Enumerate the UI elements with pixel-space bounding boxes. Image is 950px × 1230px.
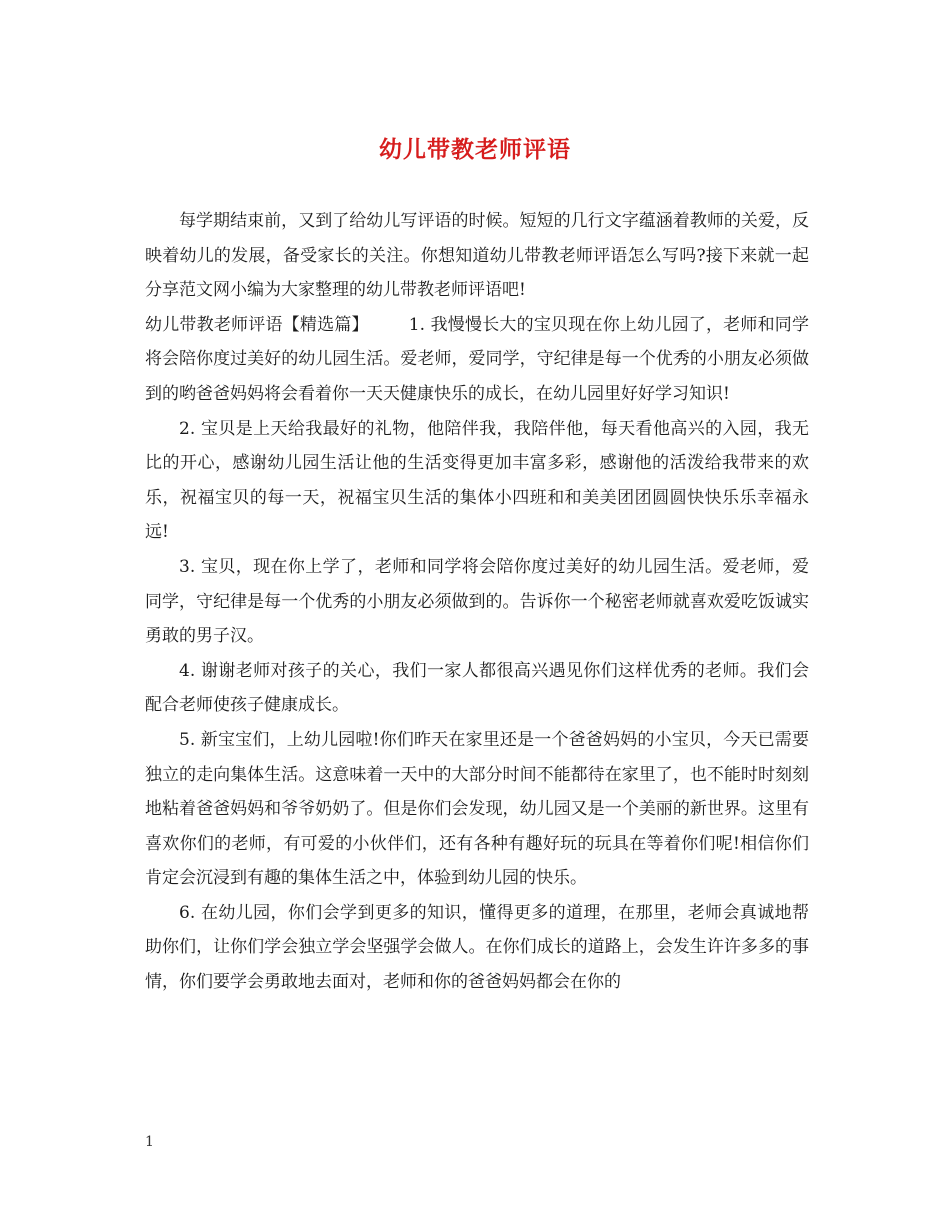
comment-item-5: 5. 新宝宝们，上幼儿园啦!你们昨天在家里还是一个爸爸妈妈的小宝贝，今天已需要独立的走向集体生活。这意味着一天中的大部分时间不能都待在家里了，也不能时时刻刻地粘着爸爸妈妈和爷爷奶奶了。但是你们会发现，幼儿园又是一个美丽的新世界。这里有喜欢你们的老师，有可爱的小伙伴们，还有各种有趣好玩的玩具在等着你们呢!相信你们肯定会沉浸到有趣的集体生活之中，体验到幼儿园的快乐。 [145, 729, 809, 889]
page-number: 1 [145, 1134, 154, 1150]
document-title: 幼儿带教老师评语 [379, 136, 571, 163]
comment-item-4: 4. 谢谢老师对孩子的关心，我们一家人都很高兴遇见你们这样优秀的老师。我们会配合老师使孩子健康成长。 [145, 660, 809, 716]
intro-paragraph: 每学期结束前，又到了给幼儿写评语的时候。短短的几行文字蕴涵着教师的关爱，反映着幼儿的发展，备受家长的关注。你想知道幼儿带教老师评语怎么写吗?接下来就一起分享范文网小编为大家整理的幼儿带教老师评语吧! [145, 211, 809, 301]
comment-item-6: 6. 在幼儿园，你们会学到更多的知识，懂得更多的道理，在那里，老师会真诚地帮助你们，让你们学会独立学会坚强学会做人。在你们成长的道路上，会发生许许多多的事情，你们要学会勇敢地去面对，老师和你的爸爸妈妈都会在你的 [145, 902, 809, 993]
document-body [145, 204, 809, 1000]
section-paragraph [145, 308, 809, 412]
comment-item-3: 3. 宝贝，现在你上学了，老师和同学将会陪你度过美好的幼儿园生活。爱老师，爱同学，守纪律是每一个优秀的小朋友必须做到的。告诉你一个秘密老师就喜欢爱吃饭诚实勇敢的男子汉。 [145, 556, 809, 647]
comment-item-1: 1. 我慢慢长大的宝贝现在你上幼儿园了，老师和同学将会陪你度过美好的幼儿园生活。爱老师，爱同学，守纪律是每一个优秀的小朋友必须做到的哟爸爸妈妈将会看着你一天天健康快乐的成长，在幼儿园里好好学习知识! [145, 314, 810, 404]
comment-item-2: 2. 宝贝是上天给我最好的礼物，他陪伴我，我陪伴他，每天看他高兴的入园，我无比的开心，感谢幼儿园生活让他的生活变得更加丰富多彩，感谢他的活泼给我带来的欢乐，祝福宝贝的每一天，祝福宝贝生活的集体小四班和和美美团团圆圆快快乐乐幸福永远! [145, 418, 809, 543]
section-heading: 幼儿带教老师评语【精选篇】 [145, 314, 369, 335]
